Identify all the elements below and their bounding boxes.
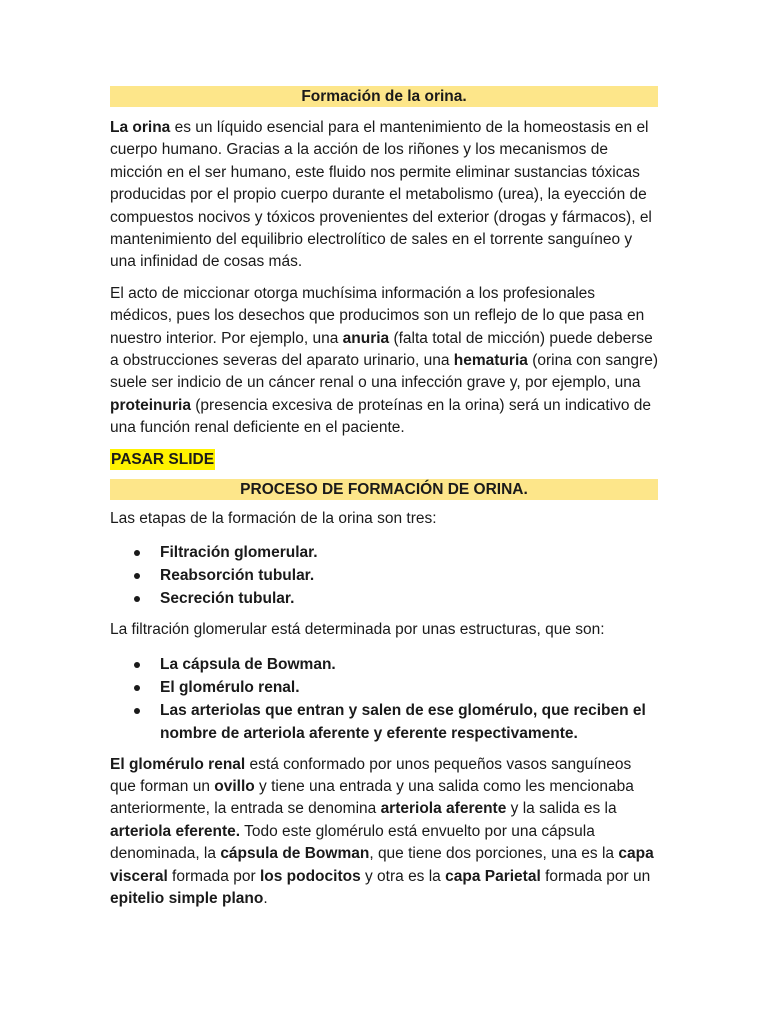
document-content (110, 86, 658, 910)
text-run: y la salida es la (506, 800, 617, 818)
bold-term: El glomérulo renal (110, 755, 246, 773)
text-run: es un líquido esencial para el mantenimiento de la homeostasis en el cuerpo humano. Gracias a la acción de los riñones y los mecanismos de micción en el ser humano, este fluido nos permite eliminar sustancias tóxicas producidas por el propio cuerpo durante el metabolismo (urea), la eyección de compuestos nocivos y tóxicos provenientes del exterior (drogas y fármacos), el mantenimiento del equilibrio electrolítico de sales en el torrente sanguíneo y una infinidad de cosas más. (110, 119, 652, 271)
bullet-icon (134, 550, 140, 556)
text-run: está conformado por unos pequeños vasos sanguíneos que forman un (110, 755, 632, 795)
pasar-slide-highlight: PASAR SLIDE (111, 450, 215, 468)
list-item (110, 564, 658, 587)
text-run: formada por un (540, 867, 651, 885)
text-run: Todo este glomérulo está envuelto por una cápsula denominada, la (110, 822, 595, 863)
section-title-formacion: Formación de la orina. (110, 86, 658, 107)
paragraph-miccionar (110, 283, 658, 440)
list-item (110, 587, 658, 610)
bold-term: capa Parietal (445, 867, 541, 885)
bullet-icon (134, 685, 140, 691)
stages-list (110, 541, 658, 610)
structures-list (110, 653, 658, 745)
list-item-text: Filtración glomerular. (160, 544, 318, 562)
text-run: El acto de miccionar otorga muchísima información a los profesionales médicos, pues los desechos que producimos son un reflejo de lo que pasa en nuestro interior. Por ejemplo, una (110, 284, 645, 347)
paragraph-glomerulo (110, 754, 658, 911)
text-run: formada por (167, 867, 260, 885)
text-run: (orina con sangre) suele ser indicio de un cáncer renal o una infección grave y, por ejemplo, una (110, 352, 658, 392)
bold-term: epitelio simple plano (110, 889, 264, 907)
bold-term: los podocitos (259, 867, 361, 885)
bold-term: hematuria (453, 352, 528, 370)
list-item-text: Secreción tubular. (160, 590, 295, 608)
text-run: (falta total de micción) puede deberse a obstrucciones severas del aparato urinario, una (110, 329, 653, 370)
bullet-icon (134, 573, 140, 579)
bold-term: capa visceral (110, 845, 654, 885)
list-item (110, 676, 658, 699)
list-item (110, 699, 658, 745)
bold-term: cápsula de Bowman (220, 845, 370, 863)
bold-term: La orina (110, 119, 171, 136)
bullet-icon (134, 596, 140, 602)
section-title-proceso: PROCESO DE FORMACIÓN DE ORINA. (110, 479, 658, 500)
list-item-text: La cápsula de Bowman. (160, 655, 336, 673)
text-run: y tiene una entrada y una salida como les mencionaba anteriormente, la entrada se denomina (110, 777, 634, 818)
bold-term: anuria (342, 329, 390, 347)
text-run: . (263, 889, 268, 907)
bold-term: proteinuria (110, 396, 191, 414)
bullet-icon (134, 708, 140, 714)
paragraph-filtracion-intro: La filtración glomerular está determinada por unas estructuras, que son: (110, 621, 605, 639)
bullet-icon (134, 662, 140, 668)
list-item (110, 653, 658, 676)
text-run: y otra es la (360, 867, 446, 885)
list-item-text: El glomérulo renal. (160, 678, 300, 696)
slide-note-line (110, 449, 658, 471)
paragraph-orina-intro (110, 117, 658, 274)
text-run: , que tiene dos porciones, una es la (369, 845, 619, 863)
bold-term: arteriola eferente. (110, 822, 241, 840)
paragraph-etapas-intro: Las etapas de la formación de la orina son tres: (110, 509, 437, 527)
list-item (110, 541, 658, 564)
bold-term: ovillo (214, 777, 255, 795)
text-run: (presencia excesiva de proteínas en la orina) será un indicativo de una función renal deficiente en el paciente. (110, 396, 652, 437)
list-item-text: Las arteriolas que entran y salen de ese glomérulo, que reciben el nombre de arteriola aferente y eferente respectivamente. (160, 701, 646, 742)
list-item-text: Reabsorción tubular. (160, 567, 315, 585)
bold-term: arteriola aferente (380, 800, 507, 818)
